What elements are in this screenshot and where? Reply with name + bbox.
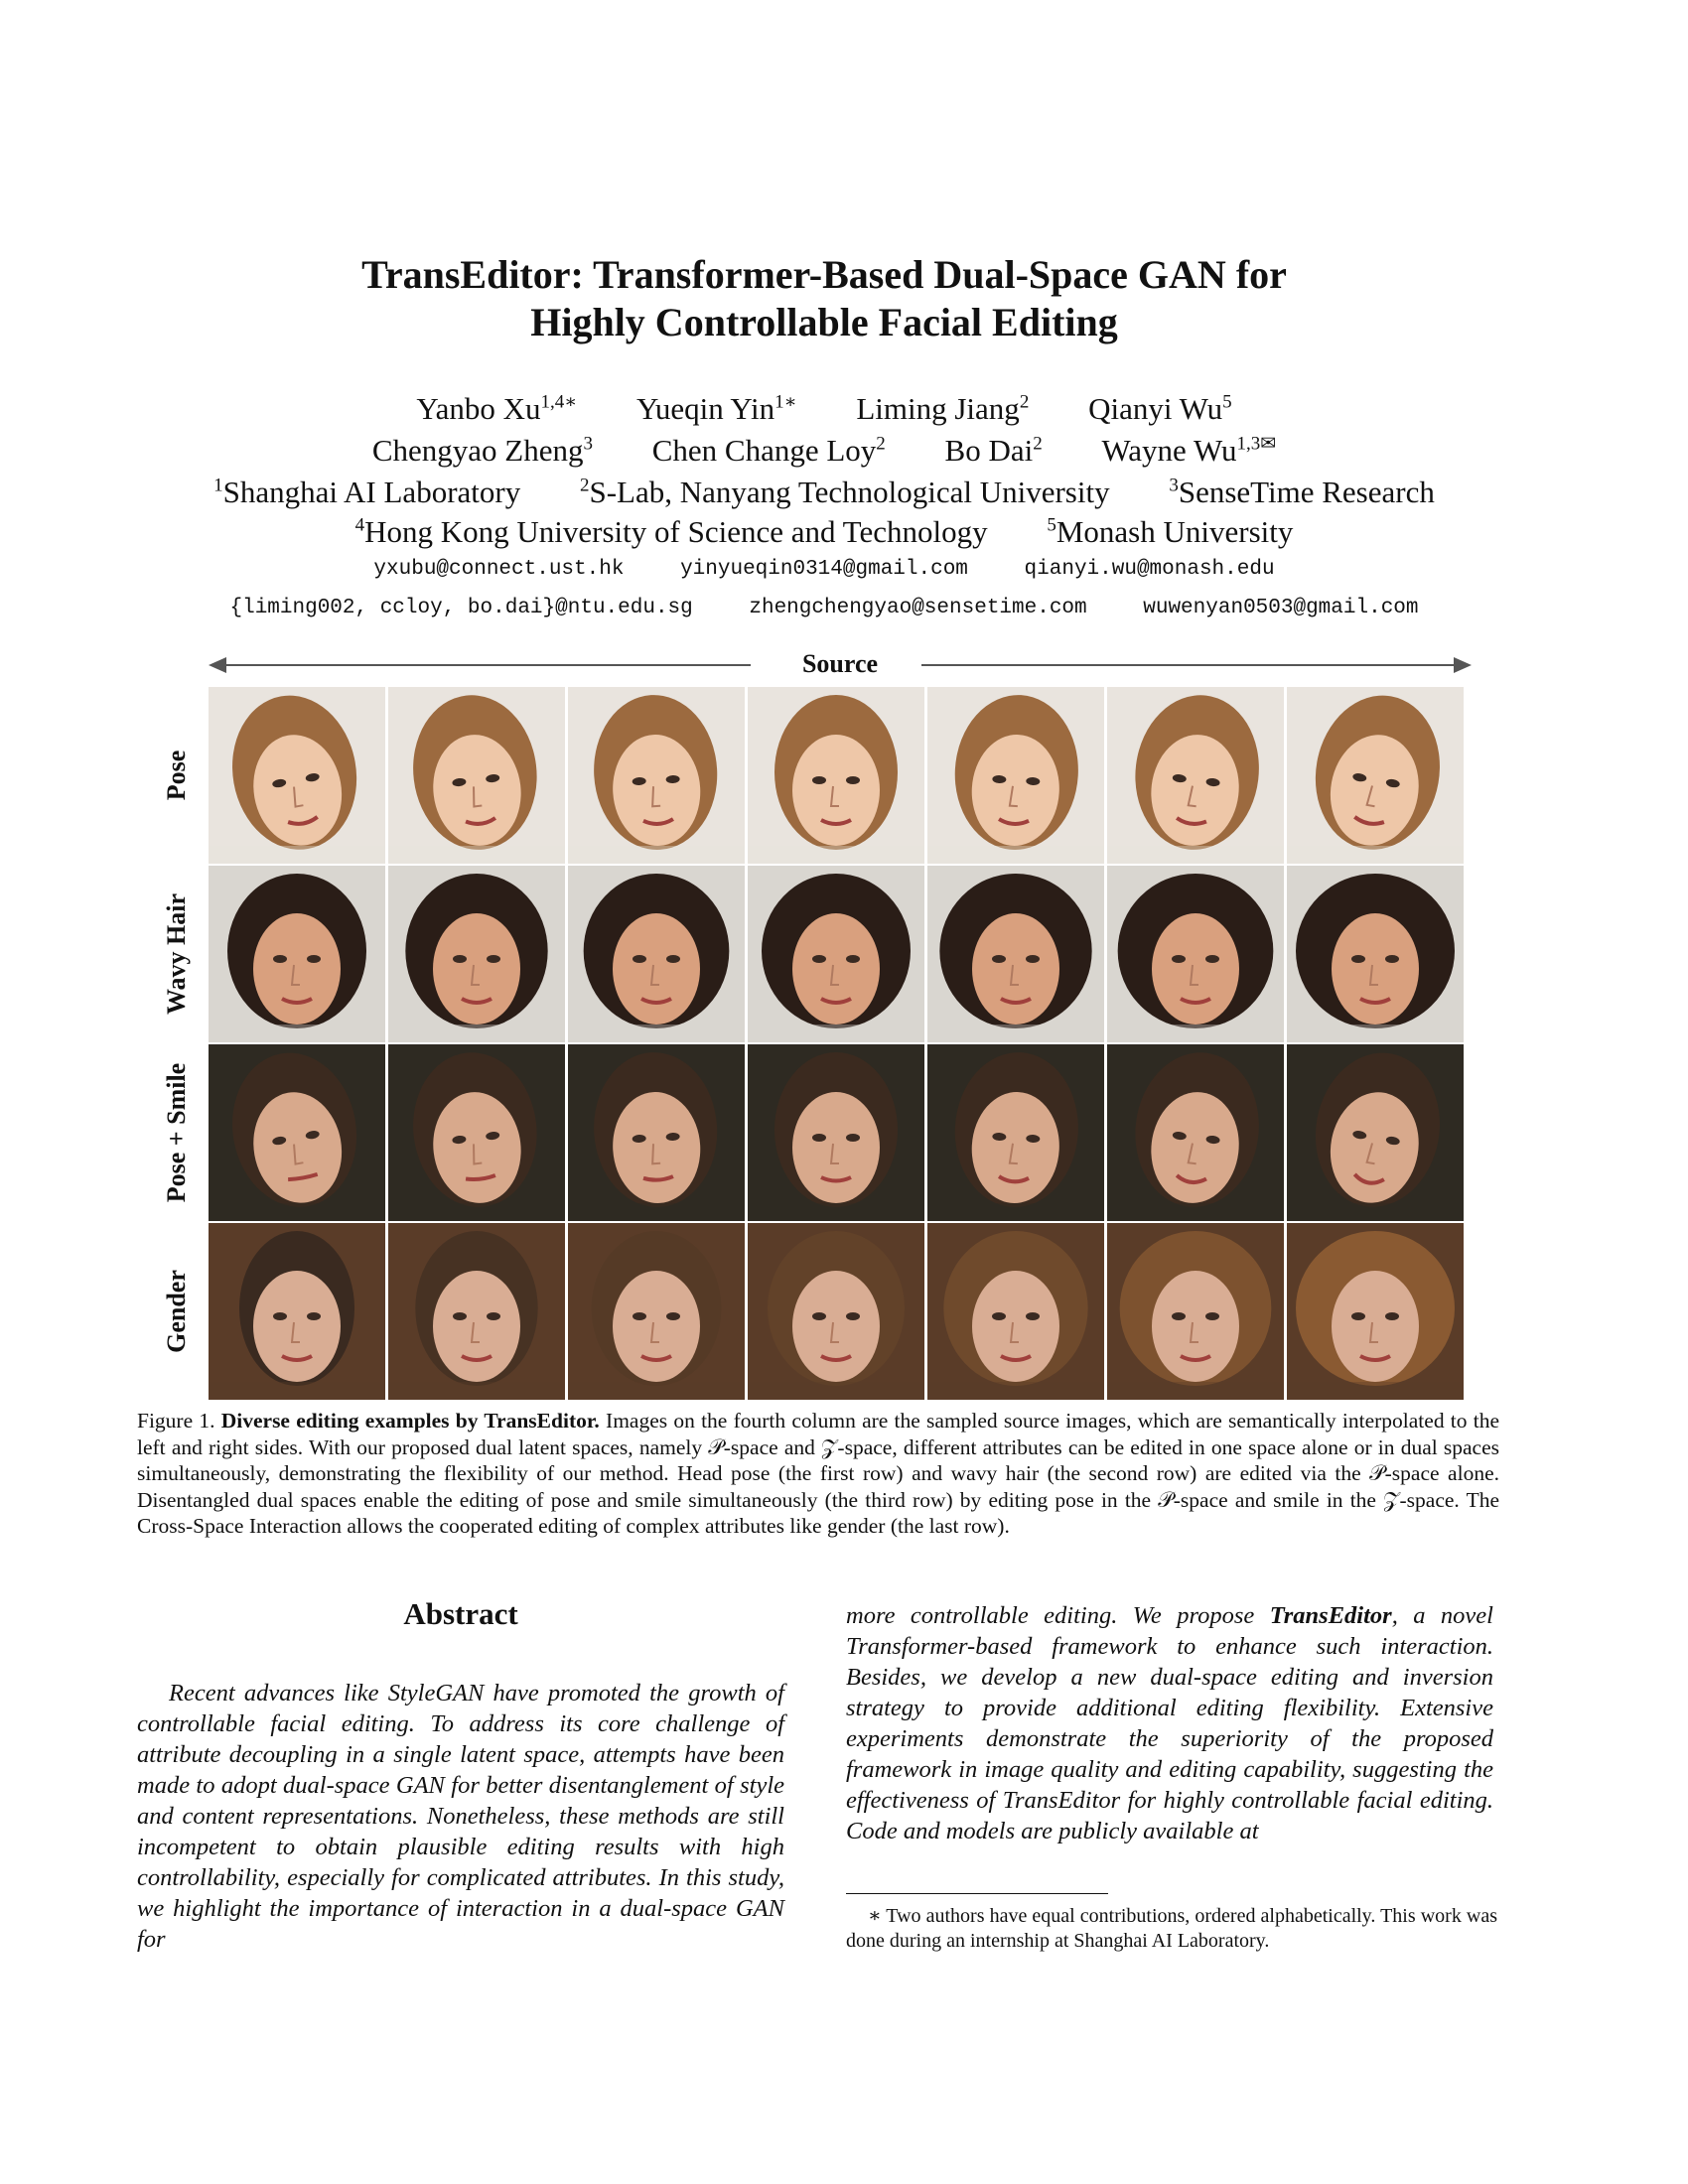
face-image-wavy-hair-4 xyxy=(748,866,924,1042)
face-image-gender-2 xyxy=(388,1223,565,1400)
author: Chengyao Zheng$^3$ xyxy=(371,433,593,469)
email: zhengchengyao@sensetime.com xyxy=(749,597,1087,619)
caption-bold: Diverse editing examples by TransEditor. xyxy=(220,1409,600,1433)
email: qianyi.wu@monash.edu xyxy=(1024,558,1275,581)
face-image-pose-smile-5 xyxy=(927,1044,1104,1221)
face-image-gender-4 xyxy=(748,1223,924,1400)
caption-text: Images on the fourth column are the sampled source images, which are semantically interpolated to the left and right sides. With our proposed dual latent spaces, namely 𝒫-space and 𝒵-space, different attributes can be edited in one space alone or in dual spaces simultaneously, demonstrating the flexibility of our method. Head pose (the first row) and wavy hair (the second row) are edited via the 𝒫-space alone. Disentangled dual spaces enable the editing of pose and smile simultaneously (the third row) by editing pose in the 𝒫-space and smile in the 𝒵-space. The Cross-Space Interaction allows the cooperated editing of complex attributes like gender (the last row). xyxy=(137,1409,1500,1538)
affiliation: $^4$Hong Kong University of Science and Technology xyxy=(354,514,988,550)
row-label-pose-smile: Pose + Smile xyxy=(162,1062,191,1203)
author-row-2 xyxy=(0,425,1648,471)
arrow-right-icon xyxy=(1454,657,1472,673)
author: Yanbo $Xu^{1,4∗}$ xyxy=(416,391,578,427)
author-row-1 xyxy=(0,383,1648,429)
source-label: Source xyxy=(801,649,879,678)
face-image-pose-7 xyxy=(1287,687,1464,864)
face-image-wavy-hair-5 xyxy=(927,866,1104,1042)
caption-label: Figure 1. xyxy=(137,1409,215,1433)
face-image-wavy-hair-7 xyxy=(1287,866,1464,1042)
face-image-wavy-hair-6 xyxy=(1107,866,1284,1042)
abstract-column-2: more controllable editing. We propose TransEditor, a novel Transformer-based framework to enhance such interaction. Besides, we develop a new dual-space editing and inversion strategy to provide additional editing flexibility. Extensive experiments demonstrate the superiority of the proposed framework in image quality and editing capability, suggesting the effectiveness of TransEditor for highly controllable facial editing. Code and models are publicly available at xyxy=(846,1602,1493,1844)
figure-caption xyxy=(137,1408,1499,1540)
email: {liming002, ccloy, bo.dai}@ntu.edu.sg xyxy=(229,597,693,619)
title-line-1: TransEditor: Transformer-Based Dual-Space GAN for xyxy=(361,252,1287,297)
face-image-gender-5 xyxy=(927,1223,1104,1400)
affiliation: $^3$SenseTime Research xyxy=(1169,475,1435,510)
email-row-1 xyxy=(0,558,1648,581)
face-image-pose-3 xyxy=(568,687,745,864)
arrow-right-line xyxy=(921,664,1456,666)
face-image-pose-smile-4 xyxy=(748,1044,924,1221)
row-label-pose: Pose xyxy=(162,750,191,801)
face-image-pose-smile-7 xyxy=(1287,1044,1464,1221)
footnote: ∗ Two authors have equal contributions, ordered alphabetically. This work was done during an internship at Shanghai AI Laboratory. xyxy=(846,1905,1497,1952)
face-image-pose-1 xyxy=(209,687,385,864)
face-image-gender-7 xyxy=(1287,1223,1464,1400)
author: Qianyi Wu$^5$ xyxy=(1088,391,1232,427)
face-image-wavy-hair-1 xyxy=(209,866,385,1042)
affiliation-row-2 xyxy=(0,506,1648,552)
author: Bo Dai$^2$ xyxy=(944,433,1043,469)
author: Chen Change Loy$^2$ xyxy=(651,433,886,469)
face-image-wavy-hair-3 xyxy=(568,866,745,1042)
face-image-wavy-hair-2 xyxy=(388,866,565,1042)
abstract-column-1: Recent advances like StyleGAN have promoted the growth of controllable facial editing. To address its core challenge of attribute decoupling in a single latent space, attempts have been made to adopt dual-space GAN for better disentanglement of style and content representations. Nonetheless, these methods are still incompetent to obtain plausible editing results with high controllability, especially for complicated attributes. In this study, we highlight the importance of interaction in a dual-space GAN for xyxy=(137,1680,784,1953)
face-image-pose-6 xyxy=(1107,687,1284,864)
author: Liming Jiang$^2$ xyxy=(856,391,1030,427)
footnote-divider xyxy=(846,1893,1108,1894)
face-image-gender-1 xyxy=(209,1223,385,1400)
abstract-heading: Abstract xyxy=(403,1596,518,1631)
source-arrow-row xyxy=(209,650,1472,678)
author: Yueqin Yin$^{1∗}$ xyxy=(635,391,797,427)
row-label-wavy-hair: Wavy Hair xyxy=(162,892,191,1016)
affiliation: $^2$S-Lab, Nanyang Technological University xyxy=(579,475,1110,510)
face-image-gender-6 xyxy=(1107,1223,1284,1400)
affiliation: $^1$Shanghai AI Laboratory xyxy=(213,475,521,510)
face-image-gender-3 xyxy=(568,1223,745,1400)
affiliation: $^5$Monash University xyxy=(1047,514,1294,550)
face-image-pose-smile-3 xyxy=(568,1044,745,1221)
face-image-pose-smile-6 xyxy=(1107,1044,1284,1221)
title-line-2: Highly Controllable Facial Editing xyxy=(530,300,1118,344)
author: Wayne $Wu^{1,3✉}$ xyxy=(1101,433,1277,469)
email: yinyueqin0314@gmail.com xyxy=(680,558,968,581)
paper-title xyxy=(0,251,1648,346)
face-image-pose-2 xyxy=(388,687,565,864)
face-image-pose-smile-1 xyxy=(209,1044,385,1221)
face-image-pose-4 xyxy=(748,687,924,864)
face-image-pose-5 xyxy=(927,687,1104,864)
email: yxubu@connect.ust.hk xyxy=(373,558,625,581)
row-label-gender: Gender xyxy=(162,1270,191,1353)
face-image-pose-smile-2 xyxy=(388,1044,565,1221)
transeditor-name: TransEditor xyxy=(1269,1602,1392,1629)
email-row-2 xyxy=(0,597,1648,619)
email: wuwenyan0503@gmail.com xyxy=(1143,597,1419,619)
face-image-grid xyxy=(209,687,1472,1402)
